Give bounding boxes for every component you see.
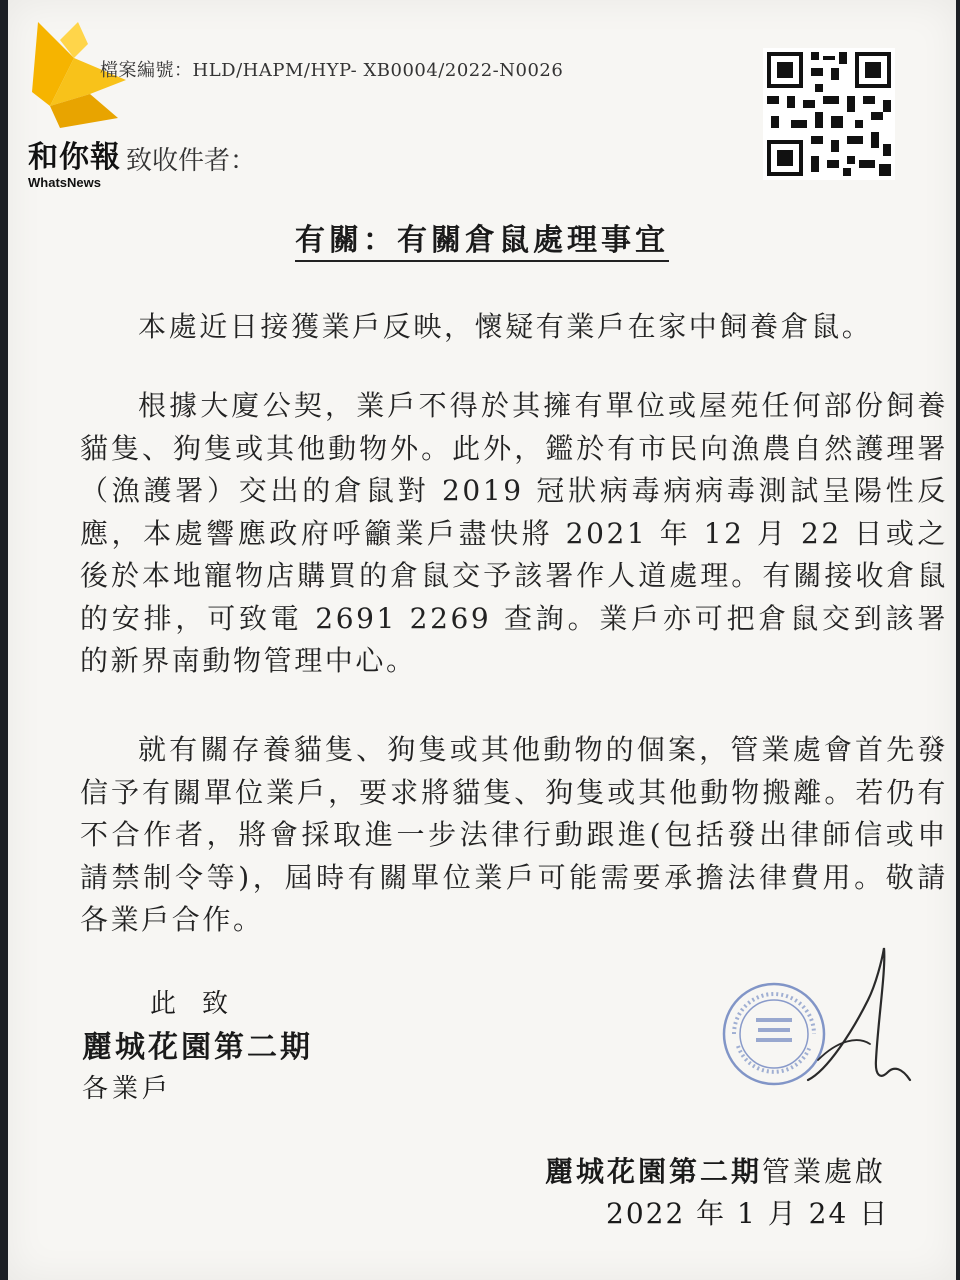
qr-code-icon (763, 48, 895, 180)
addressee: 各業戶 (82, 1074, 173, 1104)
paragraph-enforcement: 就有關存養貓隻、狗隻或其他動物的個案，管業處會首先發信予有關單位業戶，要求將貓隻、狗隻或其他動物搬離。若仍有不合作者，將會採取進一步法律行動跟進(包括發出律師信或申請禁制令等)，屆時有關單位業戶可能需要承擔法律費用。敬請各業戶合作。 (80, 733, 948, 936)
letter-page (8, 0, 956, 1280)
addressee-organization: 麗城花園第二期 (82, 1030, 313, 1065)
paragraph-covenant: 根據大廈公契，業戶不得於其擁有單位或屋苑任何部份飼養貓隻、狗隻或其他動物外。此外，鑑於有市民向漁農自然護理署（漁護署）交出的倉鼠對 2019 冠狀病毒病病毒測試呈陽性反應，本處響應政府呼籲業戶盡快將 2021 年 12 月 22 日或之後於本地寵物店購買的倉鼠交予該署作人道處理。有關接收倉鼠的安排，可致電 2691 2269 查詢。業戶亦可把倉鼠交到該署的新界南動物管理中心。 (80, 389, 948, 677)
subject-text: 有關：有關倉鼠處理事宜 (295, 223, 669, 262)
recipient-line: 致收件者： (126, 146, 257, 176)
letter-subject (8, 215, 956, 259)
reference-number: 檔案編號：HLD/HAPM/HYP- XB0004/2022-N0026 (100, 60, 564, 81)
closing-salutation: 此致 (150, 989, 255, 1019)
whatsnews-logo (22, 20, 132, 190)
sender-organization: 麗城花園第二期 (545, 1155, 763, 1188)
logo-text-cn: 和你報 (28, 140, 121, 175)
logo-text-en: WhatsNews (28, 175, 101, 190)
letter-date: 2022 年 1 月 24 日 (606, 1197, 890, 1230)
signature-icon (798, 940, 918, 1100)
sender-line (545, 1150, 886, 1190)
sender-office: 管業處啟 (762, 1155, 887, 1188)
paragraph-intro: 本處近日接獲業戶反映，懷疑有業戶在家中飼養倉鼠。 (138, 310, 873, 343)
